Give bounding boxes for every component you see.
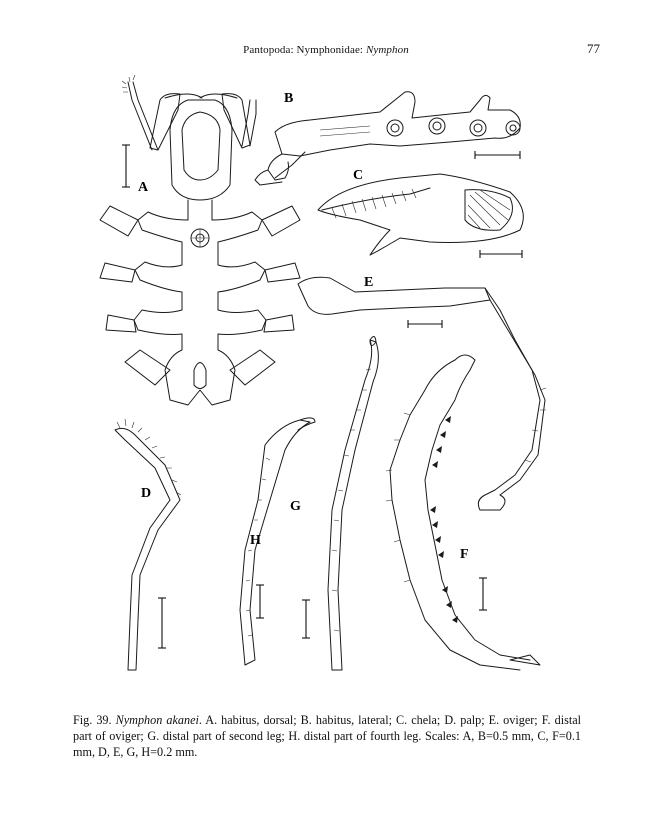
panel-label-d: D xyxy=(141,486,152,501)
panel-label-h: H xyxy=(250,533,261,548)
panel-e-oviger xyxy=(298,277,546,510)
panel-b-habitus-lateral xyxy=(255,92,520,185)
page-number: 77 xyxy=(587,41,600,56)
panel-d-palp xyxy=(115,419,181,670)
panel-f-oviger-distal xyxy=(386,355,540,670)
panel-label-e: E xyxy=(364,275,374,290)
panel-label-f: F xyxy=(460,547,469,562)
caption-fig-number: Fig. 39. xyxy=(73,713,112,727)
panel-label-c: C xyxy=(353,168,364,183)
running-title-genus: Nymphon xyxy=(365,44,409,56)
caption-species: Nymphon akanei xyxy=(115,713,199,727)
figure-plate xyxy=(70,70,590,700)
figure-caption xyxy=(73,712,581,760)
caption-text: . A. habitus, dorsal; B. habitus, lateral; C. chela; D. palp; E. oviger; F. distal part of oviger; G. distal part of second leg; H. distal part of fourth leg. Scales: A, B=0.5 mm, C, F=0.1 mm, D, E, G, H=0.2 mm. xyxy=(73,713,582,759)
panel-g-second-leg xyxy=(302,336,378,670)
running-header xyxy=(0,44,652,56)
panel-a-habitus-dorsal xyxy=(100,75,300,405)
panel-label-g: G xyxy=(290,499,301,514)
running-title-prefix: Pantopoda: Nymphonidae: xyxy=(243,44,366,56)
panel-label-b: B xyxy=(284,91,294,106)
panel-c-chela xyxy=(318,174,523,258)
figure-illustration xyxy=(70,70,590,700)
panel-label-a: A xyxy=(138,180,149,195)
